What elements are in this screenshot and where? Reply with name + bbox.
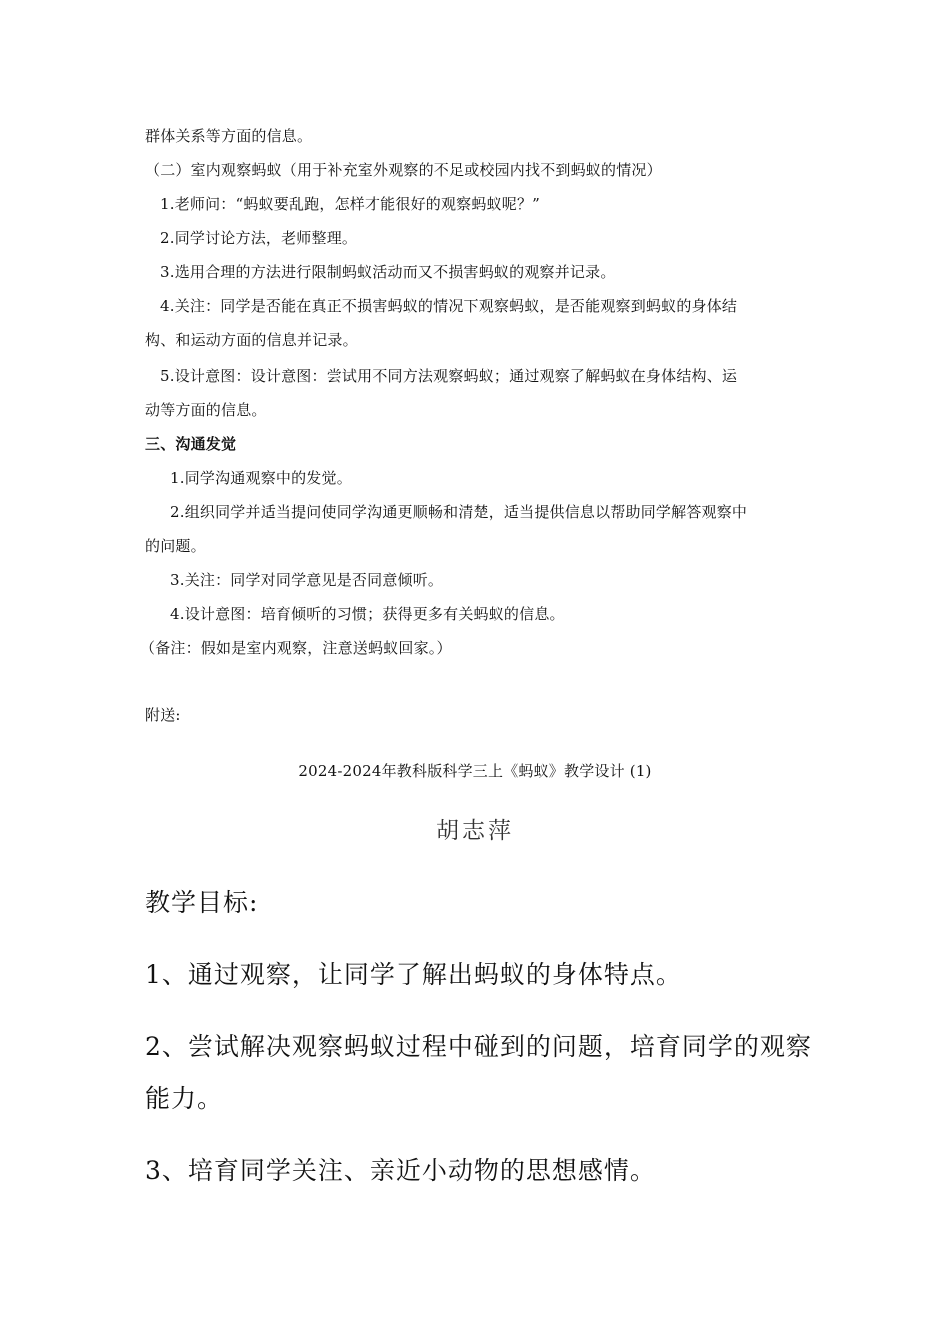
author-name: 胡志萍 bbox=[436, 818, 514, 844]
communicate-step-1: 1.同学沟通观察中的发觉。 bbox=[170, 469, 352, 487]
communicate-note: （备注：假如是室内观察，注意送蚂蚁回家。） bbox=[140, 639, 452, 657]
indoor-observation-title: （二）室内观察蚂蚁（用于补充室外观察的不足或校园内找不到蚂蚁的情况） bbox=[145, 161, 662, 179]
indoor-step-5-cont: 动等方面的信息。 bbox=[145, 401, 267, 419]
indoor-step-4-cont: 构、和运动方面的信息并记录。 bbox=[145, 331, 358, 349]
communicate-step-4: 4.设计意图：培育倾听的习惯；获得更多有关蚂蚁的信息。 bbox=[170, 605, 565, 623]
objective-2: 2、尝试解决观察蚂蚁过程中碰到的问题，培育同学的观察 bbox=[145, 1032, 812, 1061]
objective-3: 3、培育同学关注、亲近小动物的思想感情。 bbox=[145, 1156, 656, 1185]
paragraph-continuation: 群体关系等方面的信息。 bbox=[145, 127, 313, 145]
indoor-step-2: 2.同学讨论方法，老师整理。 bbox=[160, 229, 358, 247]
objective-1: 1、通过观察，让同学了解出蚂蚁的身体特点。 bbox=[145, 960, 682, 989]
doc-title: 2024-2024年教科版科学三上《蚂蚁》教学设计 (1) bbox=[298, 762, 652, 780]
communicate-step-2: 2.组织同学并适当提问使同学沟通更顺畅和清楚，适当提供信息以帮助同学解答观察中 bbox=[170, 503, 748, 521]
communicate-step-3: 3.关注：同学对同学意见是否同意倾听。 bbox=[170, 571, 444, 589]
objectives-heading: 教学目标: bbox=[145, 888, 259, 917]
communicate-heading: 三、沟通发觉 bbox=[145, 435, 237, 453]
indoor-step-3: 3.选用合理的方法进行限制蚂蚁活动而又不损害蚂蚁的观察并记录。 bbox=[160, 263, 616, 281]
appendix-label: 附送: bbox=[145, 706, 181, 724]
indoor-step-4: 4.关注：同学是否能在真正不损害蚂蚁的情况下观察蚂蚁，是否能观察到蚂蚁的身体结 bbox=[160, 297, 738, 315]
indoor-step-1: 1.老师问：“蚂蚁要乱跑，怎样才能很好的观察蚂蚁呢？” bbox=[160, 195, 541, 213]
indoor-step-5: 5.设计意图：设计意图：尝试用不同方法观察蚂蚁；通过观察了解蚂蚁在身体结构、运 bbox=[160, 367, 738, 385]
objective-2-cont: 能力。 bbox=[145, 1084, 224, 1113]
communicate-step-2-cont: 的问题。 bbox=[145, 537, 206, 555]
